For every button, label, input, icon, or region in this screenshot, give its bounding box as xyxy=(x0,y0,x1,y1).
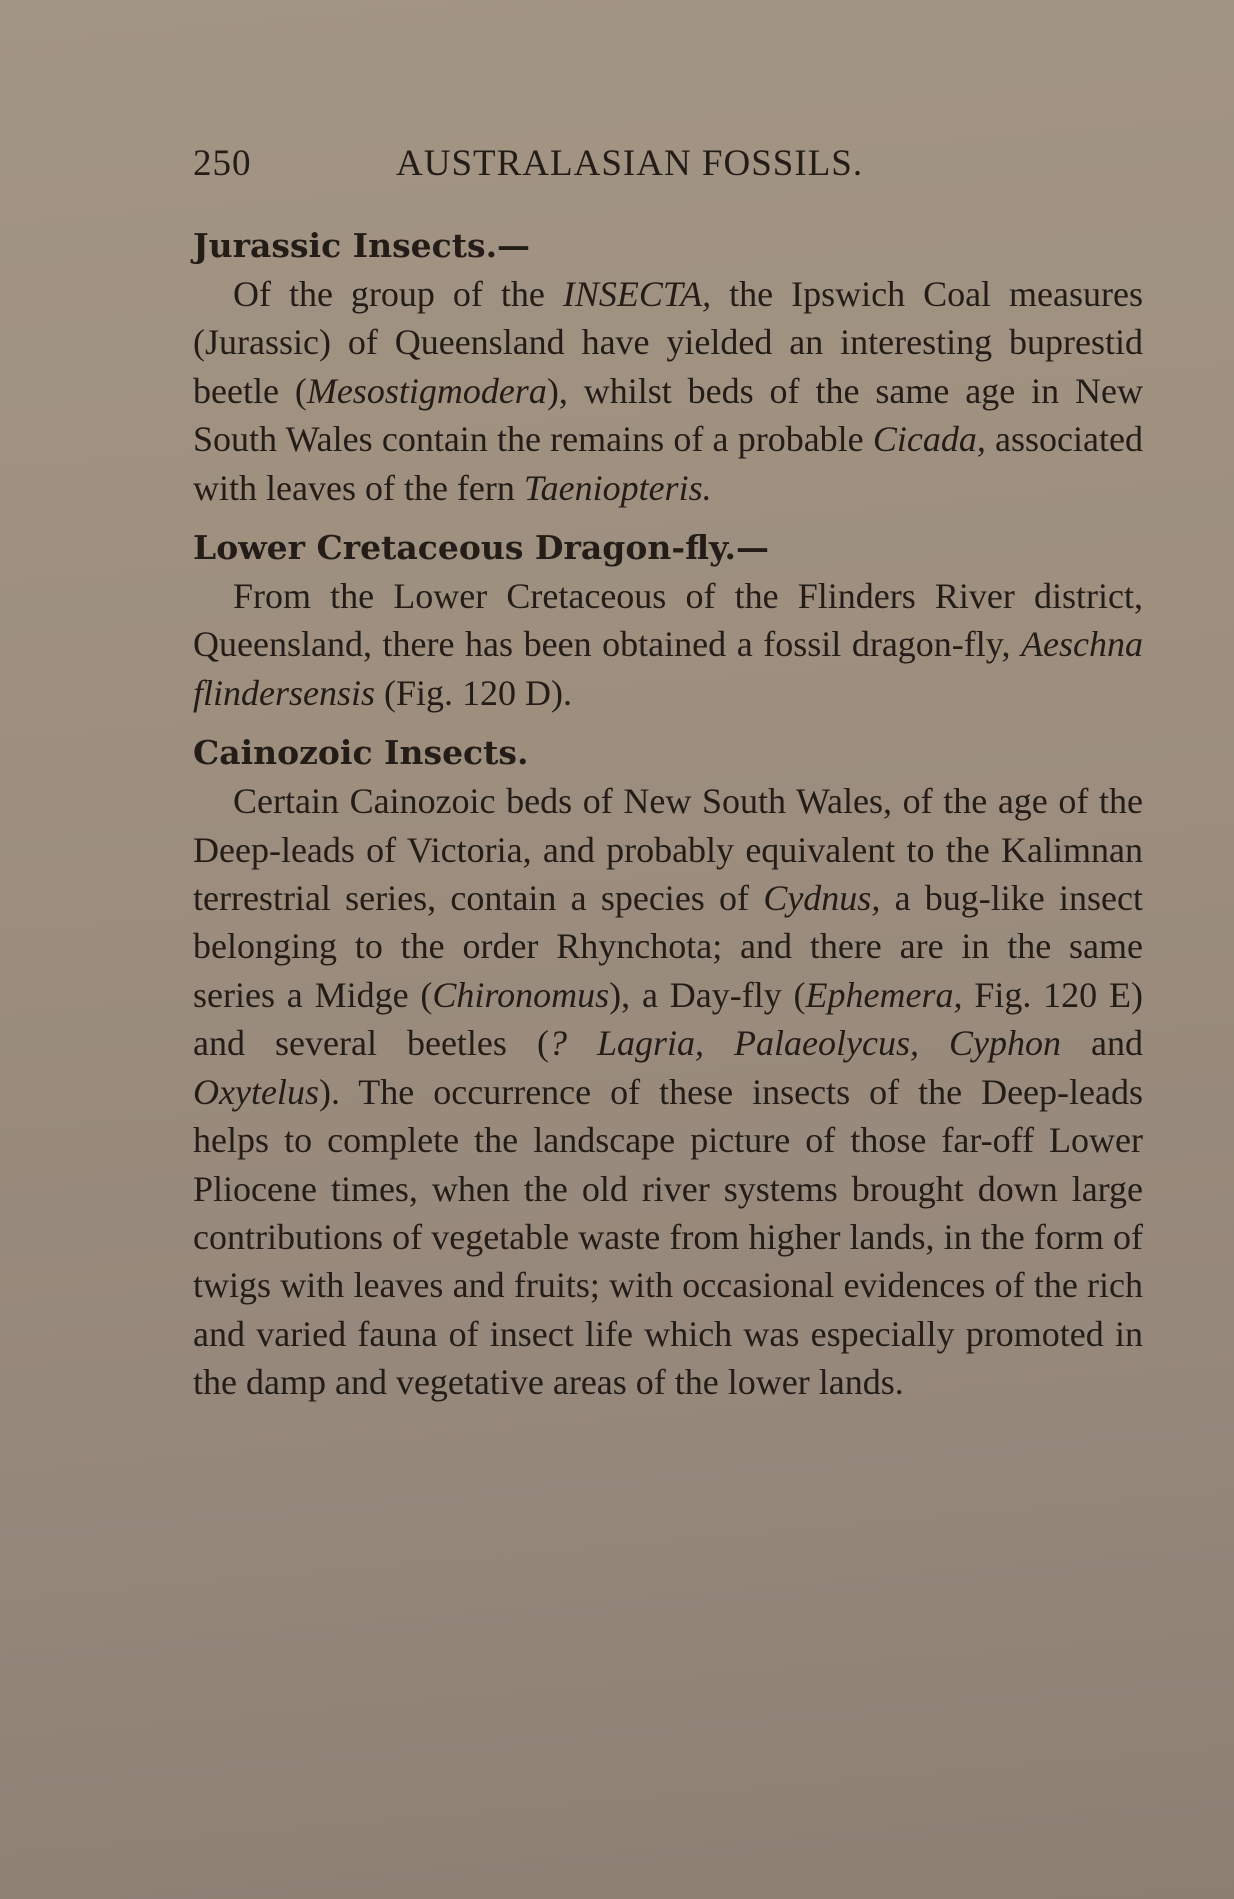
text-run: Certain Cainozoic beds of New South Wales, of the age of the Deep-leads of Victoria, and probably equivalent to the Kalimnan terrestrial series, contain a species of xyxy=(193,781,1143,919)
page-title: AUSTRALASIAN FOSSILS. xyxy=(396,143,864,184)
taxon-name: INSECTA, xyxy=(562,274,712,314)
taxon-name: Cydnus, xyxy=(763,878,881,919)
text-run: and xyxy=(1060,1023,1143,1064)
section-paragraph xyxy=(193,270,1143,512)
section-heading: Lower Cretaceous Dragon-fly.— xyxy=(193,528,769,568)
taxon-name: Cicada, xyxy=(872,419,986,460)
text-run: a bug-like insect belonging to the order Rhynchota; and there are in the same series a Midge ( xyxy=(193,878,1143,1015)
section-lower-cretaceous-dragonfly xyxy=(193,524,1143,717)
section-heading: Cainozoic Insects. xyxy=(193,733,529,773)
running-header xyxy=(193,140,1143,196)
section-paragraph xyxy=(193,572,1143,717)
taxon-name: ? Lagria, Palaeolycus, Cyphon xyxy=(548,1023,1061,1064)
text-run: ). The occurrence of these insects of the Deep-leads helps to complete the landscape picture of those far-off Lower Pliocene times, when the old river systems brought down large contributions of vegetable waste from higher lands, in the form of twigs with leaves and fruits; with occasional evidences of the rich and varied fauna of insect life which was especially promoted in the damp and vegetative areas of the lower lands. xyxy=(193,1071,1143,1403)
text-run: associated with leaves of the fern xyxy=(193,419,1143,508)
text-run: (Fig. 120 D). xyxy=(375,672,573,713)
taxon-name: Mesostigmodera xyxy=(306,370,547,411)
taxon-name: Ephemera, xyxy=(805,974,963,1015)
page-number: 250 xyxy=(193,143,252,184)
text-run: Of the group of the xyxy=(233,274,563,314)
text-run: the Ipswich Coal measures (Jurassic) of Queensland have yielded an interesting buprestid beetle ( xyxy=(193,274,1143,411)
text-run: ), a Day-fly ( xyxy=(609,974,806,1015)
taxon-name: Aeschna flindersensis xyxy=(193,624,1143,713)
text-run: ), whilst beds of the same age in New South Wales contain the remains of a probable xyxy=(193,370,1143,460)
section-heading: Jurassic Insects.— xyxy=(193,226,531,265)
section-jurassic-insects xyxy=(193,222,1143,512)
text-run: Fig. 120 E) and several beetles ( xyxy=(193,974,1143,1064)
taxon-name: Oxytelus xyxy=(193,1071,319,1112)
taxon-name: Chironomus xyxy=(432,974,610,1015)
book-page xyxy=(193,140,1143,1419)
section-cainozoic-insects xyxy=(193,729,1143,1406)
text-run: From the Lower Cretaceous of the Flinders River district, Queensland, there has been obtained a fossil dragon-fly, xyxy=(193,576,1143,665)
taxon-name: Taeniopteris. xyxy=(523,467,712,508)
section-paragraph xyxy=(193,777,1143,1406)
